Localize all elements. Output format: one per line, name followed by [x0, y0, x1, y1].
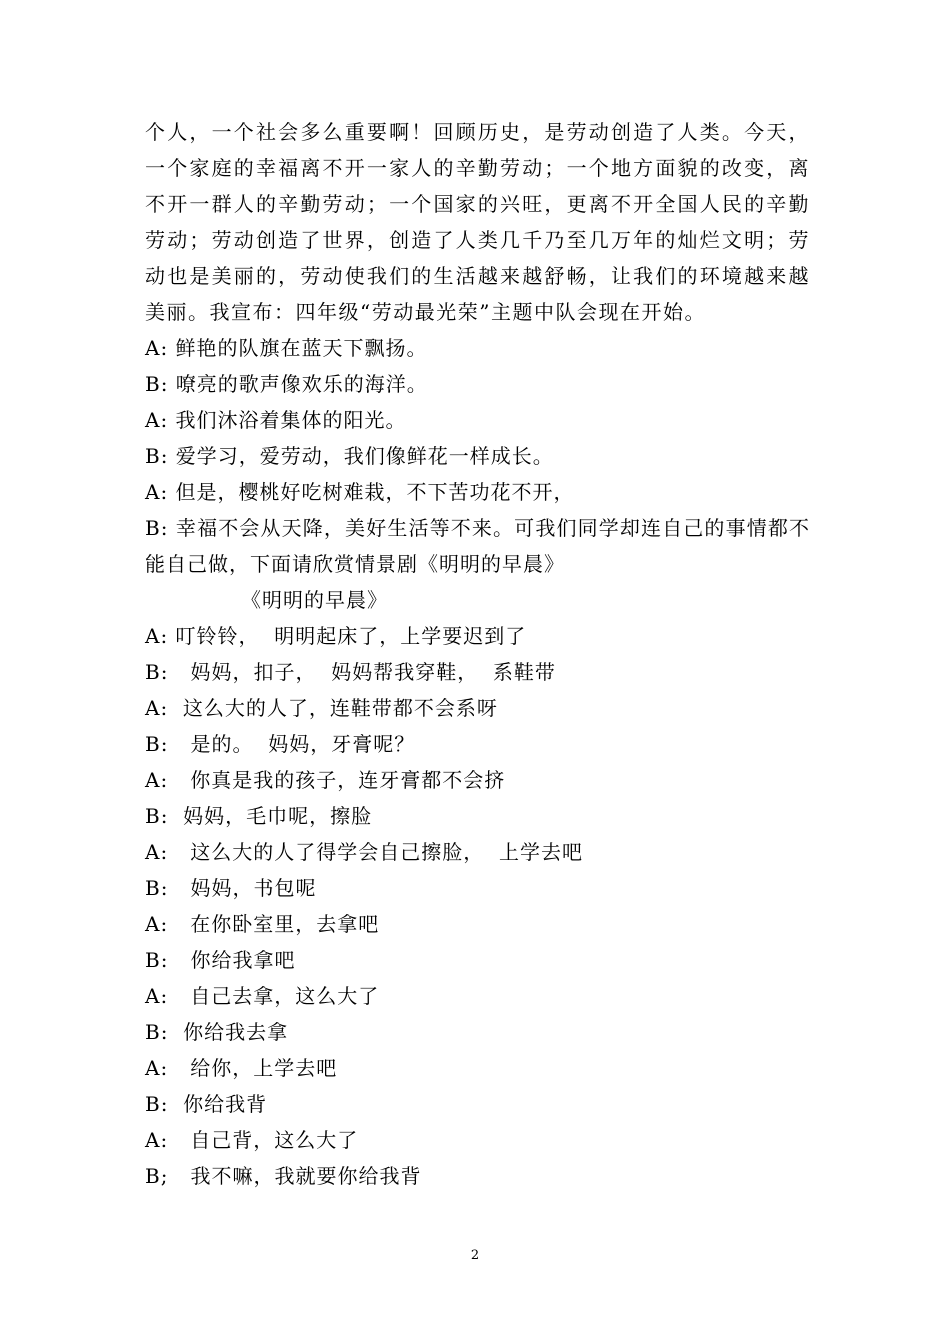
dialogue-line: A: 叮铃铃， 明明起床了，上学要迟到了 — [145, 624, 527, 648]
dialogue-line: B: 是的。 妈妈，牙膏呢？ — [145, 732, 416, 756]
play-title: 《明明的早晨》 — [241, 588, 388, 612]
dialogue-line: B: 嘹亮的歌声像欢乐的海洋。 — [145, 372, 428, 396]
dialogue-line: A: 这么大的人了得学会自己擦脸， 上学去吧 — [145, 840, 583, 864]
dialogue-line: B: 妈妈，毛巾呢，擦脸 — [145, 804, 373, 828]
dialogue-line: B; 我不嘛，我就要你给我背 — [145, 1164, 422, 1188]
page-number: 2 — [470, 1248, 480, 1263]
dialogue-line: B: 妈妈，扣子， 妈妈帮我穿鞋， 系鞋带 — [145, 660, 556, 684]
dialogue-line: B: 你给我去拿 — [145, 1020, 289, 1044]
dialogue-line: A: 我们沐浴着集体的阳光。 — [145, 408, 407, 432]
dialogue-line-long: B: 幸福不会从天降，美好生活等不来。可我们同学却连自己的事情都不能自己做，下面请欣赏情景剧《明明的早晨》 — [145, 516, 810, 576]
document-body — [145, 114, 810, 1194]
dialogue-line: B: 爱学习，爱劳动，我们像鲜花一样成长。 — [145, 444, 554, 468]
dialogue-line: A: 给你，上学去吧 — [145, 1056, 338, 1080]
dialogue-line: B: 你给我背 — [145, 1092, 268, 1116]
dialogue-line: A: 鲜艳的队旗在蓝天下飘扬。 — [145, 336, 428, 360]
dialogue-line: B: 妈妈，书包呢 — [145, 876, 317, 900]
dialogue-line: B: 你给我拿吧 — [145, 948, 296, 972]
dialogue-line: A: 自己背，这么大了 — [145, 1128, 359, 1152]
dialogue-line: A: 自己去拿，这么大了 — [145, 984, 380, 1008]
dialogue-line: A: 在你卧室里，去拿吧 — [145, 912, 380, 936]
dialogue-line: A: 你真是我的孩子，连牙膏都不会挤 — [145, 768, 506, 792]
dialogue-line: A: 这么大的人了，连鞋带都不会系呀 — [145, 696, 498, 720]
intro-paragraph: 个人，一个社会多么重要啊！回顾历史，是劳动创造了人类。今天，一个家庭的幸福离不开一家人的辛勤劳动；一个地方面貌的改变，离不开一群人的辛勤劳动；一个国家的兴旺，更离不开全国人民的辛勤劳动；劳动创造了世界，创造了人类几千乃至几万年的灿烂文明；劳动也是美丽的，劳动使我们的生活越来越舒畅，让我们的环境越来越美丽。我宣布：四年级“劳动最光荣”主题中队会现在开始。 — [145, 120, 810, 324]
dialogue-line: A: 但是，樱桃好吃树难栽，不下苦功花不开， — [145, 480, 575, 504]
